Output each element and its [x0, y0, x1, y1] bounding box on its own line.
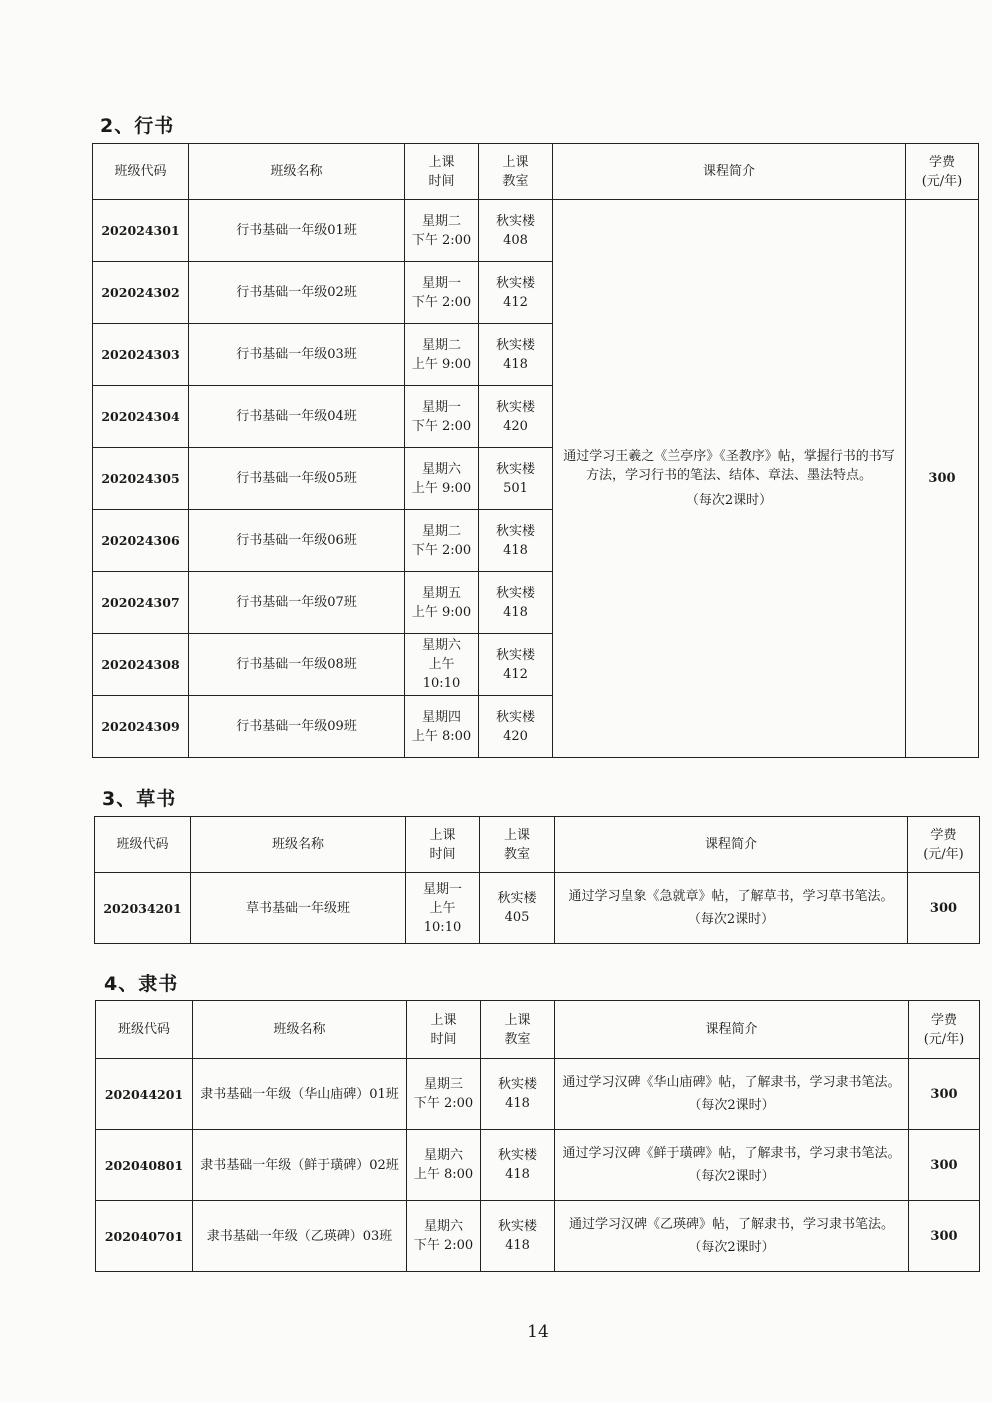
tuition-fee: 300: [909, 1059, 980, 1130]
classroom: 秋实楼 501: [479, 448, 553, 510]
class-time: 星期六 上午 10:10: [405, 634, 479, 696]
class-code: 202024306: [93, 510, 189, 572]
class-name: 隶书基础一年级（乙瑛碑）03班: [193, 1201, 407, 1272]
header-classroom: 上课 教室: [479, 144, 553, 200]
class-code: 202024308: [93, 634, 189, 696]
class-code: 202024301: [93, 200, 189, 262]
classroom: 秋实楼 418: [481, 1201, 555, 1272]
class-name: 行书基础一年级02班: [189, 262, 405, 324]
class-name: 行书基础一年级03班: [189, 324, 405, 386]
class-name: 行书基础一年级04班: [189, 386, 405, 448]
class-code: 202024302: [93, 262, 189, 324]
tuition-fee: 300: [908, 873, 980, 944]
class-name: 行书基础一年级09班: [189, 696, 405, 758]
tuition-fee: 300: [909, 1130, 980, 1201]
header-tuition: 学费 (元/年): [906, 144, 979, 200]
lishu-course-table: [95, 1000, 980, 1272]
classroom: 秋实楼 418: [481, 1130, 555, 1201]
classroom: 秋实楼 418: [479, 572, 553, 634]
table-row: [95, 873, 980, 944]
class-name: 行书基础一年级01班: [189, 200, 405, 262]
caoshu-course-table: [94, 816, 980, 944]
table-row: [93, 200, 979, 262]
table-row: [96, 1201, 980, 1272]
class-time: 星期二 下午 2:00: [405, 510, 479, 572]
class-code: 202044201: [96, 1059, 193, 1130]
class-time: 星期三 下午 2:00: [407, 1059, 481, 1130]
course-description: 通过学习皇象《急就章》帖，了解草书，学习草书笔法。 （每次2课时）: [555, 873, 908, 944]
header-class-name: 班级名称: [189, 144, 405, 200]
class-time: 星期一 下午 2:00: [405, 262, 479, 324]
header-class-time: 上课 时间: [407, 1001, 481, 1059]
header-class-time: 上课 时间: [405, 144, 479, 200]
course-description: 通过学习王羲之《兰亭序》《圣教序》帖，掌握行书的书写方法，学习行书的笔法、结体、章法、墨法特点。 （每次2课时）: [553, 200, 906, 758]
header-course-description: 课程简介: [555, 817, 908, 873]
header-course-description: 课程简介: [553, 144, 906, 200]
table-header-row: [96, 1001, 980, 1059]
tuition-fee: 300: [906, 200, 979, 758]
class-time: 星期六 下午 2:00: [407, 1201, 481, 1272]
header-class-time: 上课 时间: [406, 817, 480, 873]
header-class-name: 班级名称: [193, 1001, 407, 1059]
tuition-fee: 300: [909, 1201, 980, 1272]
header-tuition: 学费 (元/年): [909, 1001, 980, 1059]
classroom: 秋实楼 405: [480, 873, 555, 944]
class-name: 隶书基础一年级（华山庙碑）01班: [193, 1059, 407, 1130]
classroom: 秋实楼 418: [479, 510, 553, 572]
class-time: 星期四 上午 8:00: [405, 696, 479, 758]
class-code: 202034201: [95, 873, 191, 944]
class-code: 202024307: [93, 572, 189, 634]
class-time: 星期一 下午 2:00: [405, 386, 479, 448]
class-name: 行书基础一年级07班: [189, 572, 405, 634]
header-tuition: 学费 (元/年): [908, 817, 980, 873]
header-class-code: 班级代码: [93, 144, 189, 200]
classroom: 秋实楼 408: [479, 200, 553, 262]
class-time: 星期一 上午 10:10: [406, 873, 480, 944]
section-title-xingshu: 2、行书: [100, 115, 175, 137]
header-course-description: 课程简介: [555, 1001, 909, 1059]
page-number: 14: [527, 1322, 549, 1342]
class-name: 草书基础一年级班: [191, 873, 406, 944]
header-class-name: 班级名称: [191, 817, 406, 873]
class-name: 行书基础一年级06班: [189, 510, 405, 572]
class-time: 星期二 下午 2:00: [405, 200, 479, 262]
class-time: 星期五 上午 9:00: [405, 572, 479, 634]
class-name: 行书基础一年级05班: [189, 448, 405, 510]
table-row: [96, 1059, 980, 1130]
class-code: 202040801: [96, 1130, 193, 1201]
classroom: 秋实楼 412: [479, 634, 553, 696]
xingshu-course-table: [92, 143, 979, 758]
classroom: 秋实楼 418: [479, 324, 553, 386]
section-title-caoshu: 3、草书: [102, 788, 177, 810]
class-time: 星期二 上午 9:00: [405, 324, 479, 386]
header-classroom: 上课 教室: [480, 817, 555, 873]
class-time: 星期六 上午 9:00: [405, 448, 479, 510]
course-description: 通过学习汉碑《乙瑛碑》帖，了解隶书，学习隶书笔法。 （每次2课时）: [555, 1201, 909, 1272]
class-name: 行书基础一年级08班: [189, 634, 405, 696]
class-code: 202040701: [96, 1201, 193, 1272]
classroom: 秋实楼 420: [479, 386, 553, 448]
header-class-code: 班级代码: [95, 817, 191, 873]
class-code: 202024309: [93, 696, 189, 758]
class-time: 星期六 上午 8:00: [407, 1130, 481, 1201]
course-description: 通过学习汉碑《华山庙碑》帖，了解隶书，学习隶书笔法。 （每次2课时）: [555, 1059, 909, 1130]
class-code: 202024304: [93, 386, 189, 448]
table-header-row: [95, 817, 980, 873]
classroom: 秋实楼 420: [479, 696, 553, 758]
header-classroom: 上课 教室: [481, 1001, 555, 1059]
class-code: 202024303: [93, 324, 189, 386]
course-description: 通过学习汉碑《鲜于璜碑》帖，了解隶书，学习隶书笔法。 （每次2课时）: [555, 1130, 909, 1201]
section-title-lishu: 4、隶书: [104, 973, 179, 995]
header-class-code: 班级代码: [96, 1001, 193, 1059]
class-name: 隶书基础一年级（鲜于璜碑）02班: [193, 1130, 407, 1201]
class-code: 202024305: [93, 448, 189, 510]
table-row: [96, 1130, 980, 1201]
classroom: 秋实楼 412: [479, 262, 553, 324]
table-header-row: [93, 144, 979, 200]
classroom: 秋实楼 418: [481, 1059, 555, 1130]
